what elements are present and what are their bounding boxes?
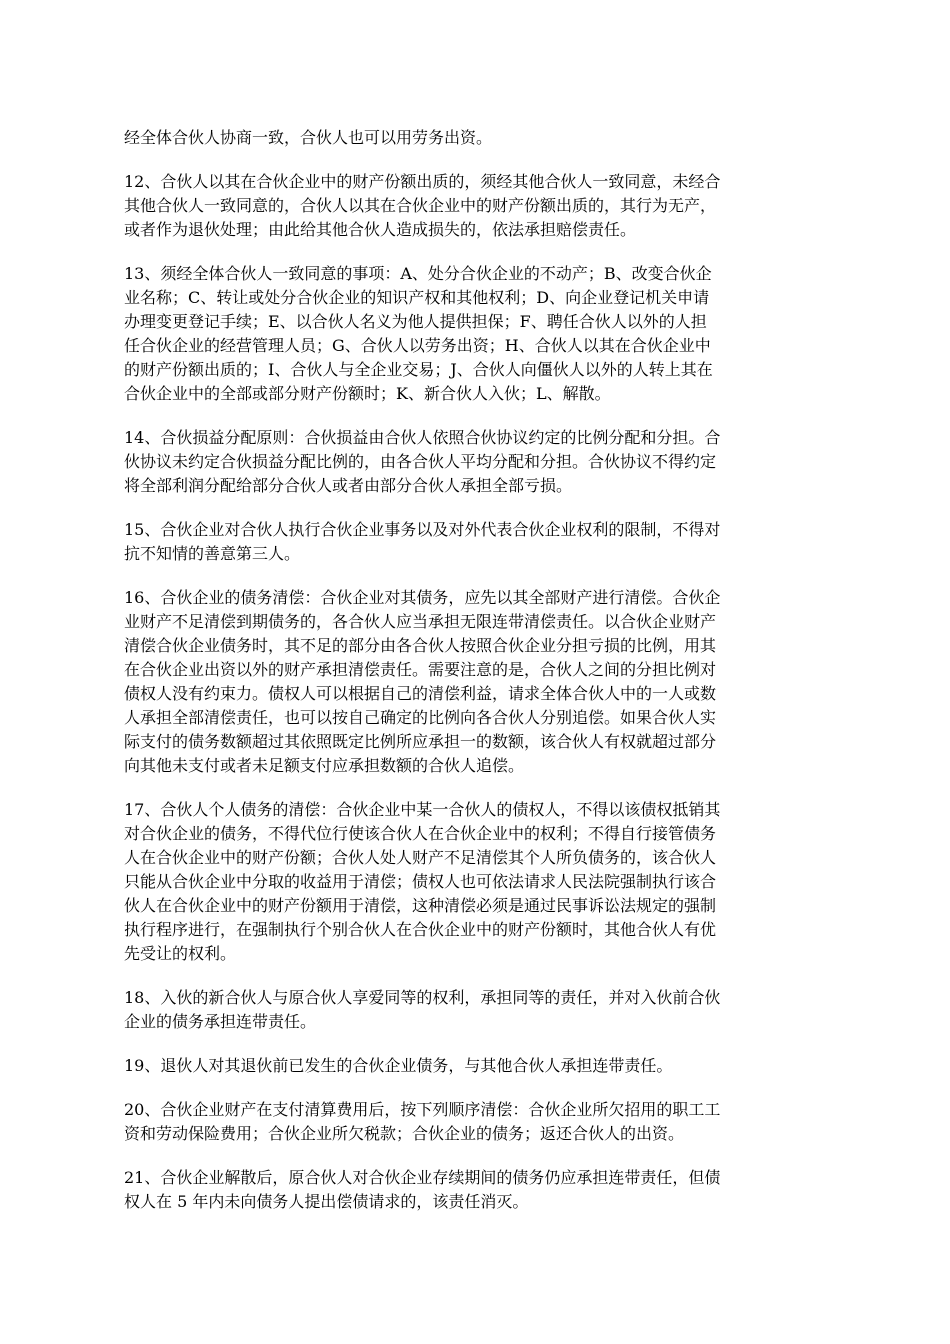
paragraph-item-17: 17、合伙人个人债务的清偿：合伙企业中某一合伙人的债权人，不得以该债权抵销其 对合伙企业的债务，不得代位行使该合伙人在合伙企业中的权利；不得自行接管债务 人在合伙企业中的财产份额；合伙人处人财产不足清偿其个人所负债务的，该合伙人 只能从合伙企业中分取的收益用于清偿；债权人也可依法请求人民法院强制执行该合 伙人在合伙企业中的财产份额用于清偿，这种清偿必须是通过民事诉讼法规定的强制 执行程序进行，在强制执行个别合伙人在合伙企业中的财产份额时，其他合伙人有优 先受让的权利。 bbox=[124, 800, 721, 963]
paragraph-item-20: 20、合伙企业财产在支付清算费用后，按下列顺序清偿：合伙企业所欠招用的职工工 资和劳动保险费用；合伙企业所欠税款；合伙企业的债务；返还合伙人的出资。 bbox=[124, 1100, 721, 1143]
paragraph-item-14: 14、合伙损益分配原则：合伙损益由合伙人依照合伙协议约定的比例分配和分担。合 伙协议未约定合伙损益分配比例的，由各合伙人平均分配和分担。合伙协议不得约定 将全部利润分配给部分合伙人或者由部分合伙人承担全部亏损。 bbox=[124, 428, 721, 495]
paragraph-item-18: 18、入伙的新合伙人与原合伙人享爱同等的权利，承担同等的责任，并对入伙前合伙 企业的债务承担连带责任。 bbox=[124, 988, 721, 1031]
paragraph-item-12: 12、合伙人以其在合伙企业中的财产份额出质的，须经其他合伙人一致同意，未经合 其他合伙人一致同意的，合伙人以其在合伙企业中的财产份额出质的，其行为无产， 或者作为退伙处理；由此给其他合伙人造成损失的，依法承担赔偿责任。 bbox=[124, 172, 721, 239]
paragraph-item-21: 21、合伙企业解散后，原合伙人对合伙企业存续期间的债务仍应承担连带责任，但债 权人在 5 年内未向债务人提出偿债请求的，该责任消灭。 bbox=[124, 1168, 721, 1211]
document-page bbox=[124, 126, 836, 1234]
paragraph-continuation: 经全体合伙人协商一致，合伙人也可以用劳务出资。 bbox=[124, 128, 493, 147]
paragraph-item-15: 15、合伙企业对合伙人执行合伙企业事务以及对外代表合伙企业权利的限制，不得对 抗不知情的善意第三人。 bbox=[124, 520, 721, 563]
paragraph-item-13: 13、须经全体合伙人一致同意的事项：A、处分合伙企业的不动产；B、改变合伙企 业名称；C、转让或处分合伙企业的知识产权和其他权利；D、向企业登记机关申请 办理变更登记手续；E、以合伙人名义为他人提供担保；F、聘任合伙人以外的人担 任合伙企业的经营管理人员；G、合伙人以劳务出资；H、合伙人以其在合伙企业中 的财产份额出质的；I、合伙人与全企业交易；J、合伙人向僵伙人以外的人转上其在 合伙企业中的全部或部分财产份额时；K、新合伙人入伙；L、解散。 bbox=[124, 264, 713, 403]
paragraph-item-19: 19、退伙人对其退伙前已发生的合伙企业债务，与其他合伙人承担连带责任。 bbox=[124, 1056, 673, 1075]
paragraph-item-16: 16、合伙企业的债务清偿：合伙企业对其债务，应先以其全部财产进行清偿。合伙企 业财产不足清偿到期债务的，各合伙人应当承担无限连带清偿责任。以合伙企业财产 清偿合伙企业债务时，其不足的部分由各合伙人按照合伙企业分担亏损的比例，用其 在合伙企业出资以外的财产承担清偿责任。需要注意的是，合伙人之间的分担比例对 债权人没有约束力。债权人可以根据自己的清偿利益，请求全体合伙人中的一人或数 人承担全部清偿责任，也可以按自己确定的比例向各合伙人分别追偿。如果合伙人实 际支付的债务数额超过其依照既定比例所应承担一的数额，该合伙人有权就超过部分 向其他未支付或者未足额支付应承担数额的合伙人追偿。 bbox=[124, 588, 721, 775]
